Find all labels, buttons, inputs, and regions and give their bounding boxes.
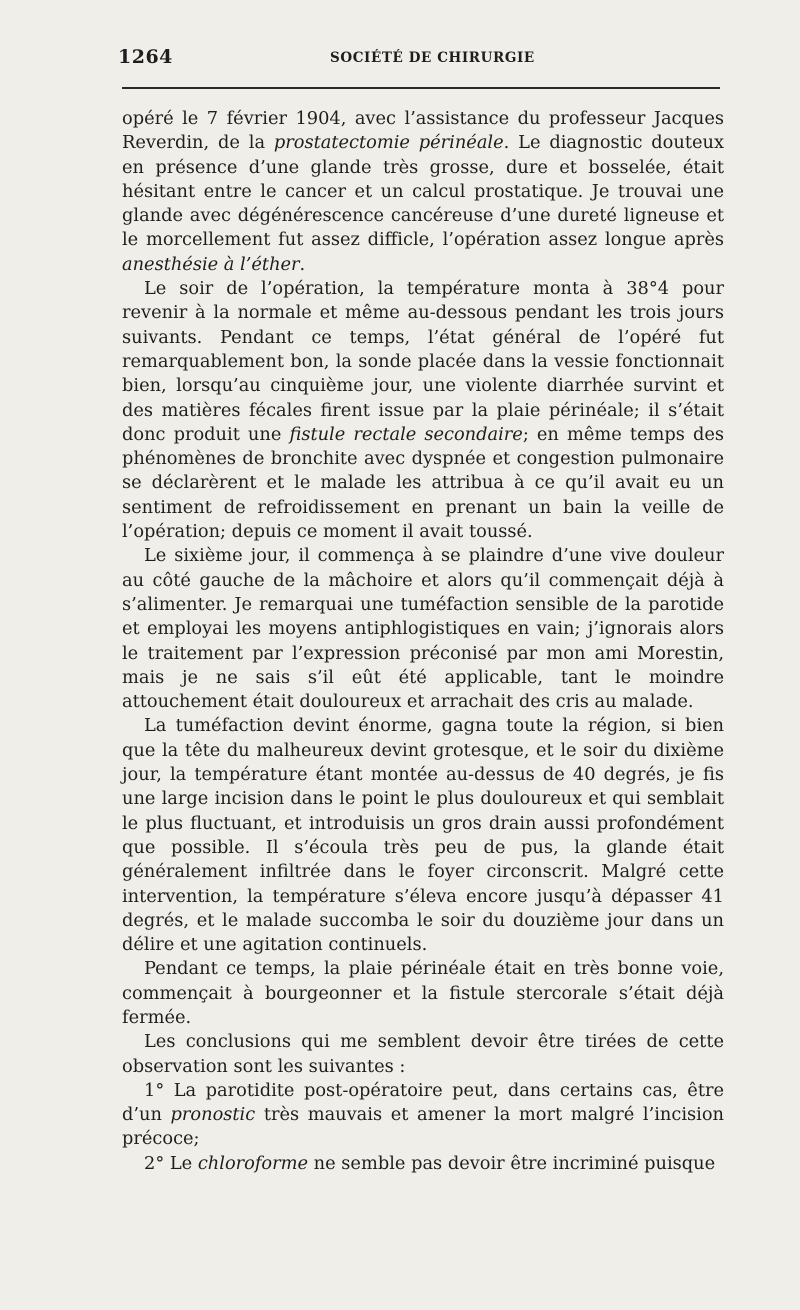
paragraph-7 [122,1079,724,1152]
paragraph-8-text-c: ne semble pas devoir être incriminé puisque [308,1152,716,1174]
paragraph-7-italic-b: pronostic [170,1104,256,1126]
header-rule [122,87,720,89]
paragraph-1-text-e: . [299,253,306,275]
paragraph-5: Pendant ce temps, la plaie périnéale était en très bonne voie, commençait à bourgeonner et la fistule stercorale s’était déjà fermée. [122,958,724,1028]
paragraph-1-text-a: opéré le 7 février 1904, avec l’assistance du professeur Jacques Reverdin, de la [122,108,724,154]
paragraph-7-text-c: très mauvais et amener la mort malgré l’incision précoce; [122,1104,724,1150]
paragraph-2-text-a: Le soir de l’opération, la température monta à 38°4 pour revenir à la normale et même au-dessous pendant les trois jours suivants. Pendant ce temps, l’état général de l’opéré fut remarquablement bon, la sonde placée dans la vessie fonctionnait bien, lorsqu’au cinquième jour, une violente diarrhée survint et des matières fécales firent issue par la plaie périnéale; il s’était donc produit une [122,278,724,445]
paragraph-1-italic-d: anesthésie à l’éther [122,253,300,275]
paragraph-2-text-c: ; en même temps des phénomènes de bronchite avec dyspnée et congestion pulmonaire se déclarèrent et le malade les attribua à ce qu’il avait eu un sentiment de refroidissement en prenant un bain la veille de l’opération; depuis ce moment il avait toussé. [122,423,724,543]
paragraph-8-italic-b: chloroforme [197,1152,309,1174]
body-text [122,107,724,1176]
paragraph-2 [122,277,724,544]
running-head [118,46,722,76]
paragraph-7-text-a: 1° La parotidite post-opératoire peut, dans certains cas, être d’un [122,1079,724,1126]
paragraph-1-italic-b: prostatectomie périnéale [273,132,504,154]
paragraph-6: Les conclusions qui me semblent devoir être tirées de cette observation sont les suivantes : [122,1031,724,1077]
journal-title: SOCIÉTÉ DE CHIRURGIE [330,50,535,66]
paragraph-8-text-a: 2° Le [144,1152,198,1174]
paragraph-8 [122,1152,724,1176]
paragraph-2-italic-b: fistule rectale secondaire [289,423,523,445]
page-number: 1264 [118,46,173,68]
paragraph-3: Le sixième jour, il commença à se plaindre d’une vive douleur au côté gauche de la mâchoire et alors qu’il commençait déjà à s’alimenter. Je remarquai une tuméfaction sensible de la parotide et employai les moyens antiphlogistiques en vain; j’ignorais alors le traitement par l’expression préconisé par mon ami Morestin, mais je ne sais s’il eût été applicable, tant le moindre attouchement était douloureux et arrachait des cris au malade. [122,545,724,713]
paragraph-4: La tuméfaction devint énorme, gagna toute la région, si bien que la tête du malheureux devint grotesque, et le soir du dixième jour, la température étant montée au-dessus de 40 degrés, je fis une large incision dans le point le plus douloureux et qui semblait le plus fluctuant, et introduisis un gros drain aussi profondément que possible. Il s’écoula très peu de pus, la glande était généralement infiltrée dans le foyer circonscrit. Malgré cette intervention, la température s’éleva encore jusqu’à dépasser 41 degrés, et le malade succomba le soir du douzième jour dans un délire et une agitation continuels. [122,715,724,956]
paragraph-1 [122,107,724,277]
paragraph-1-text-c: . Le diagnostic douteux en présence d’une glande très grosse, dure et bosselée, était hésitant entre le cancer et un calcul prostatique. Je trouvai une glande avec dégénérescence cancéreuse d’une dureté ligneuse et le morcellement fut assez difficle, l’opération assez longue après [122,132,724,251]
